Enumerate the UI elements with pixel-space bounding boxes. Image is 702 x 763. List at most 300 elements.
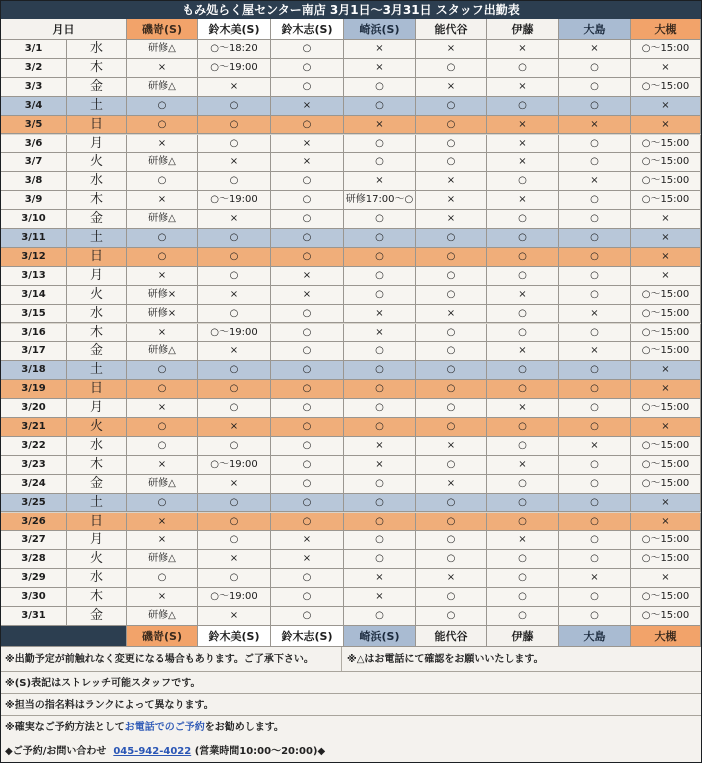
weekday-cell: 日: [67, 380, 127, 399]
shift-cell: ○: [344, 380, 416, 399]
shift-cell: ×: [198, 418, 271, 437]
shift-cell: ×: [416, 40, 487, 59]
table-row: [1, 437, 701, 456]
shift-cell: ○～19:00: [198, 191, 271, 210]
weekday-cell: 木: [67, 324, 127, 343]
note-row-1: [1, 647, 701, 672]
date-cell: 3/25: [1, 494, 67, 513]
shift-cell: ○: [559, 135, 631, 154]
header-staff-name: 大島: [559, 19, 631, 40]
date-cell: 3/12: [1, 248, 67, 267]
weekday-cell: 日: [67, 513, 127, 532]
shift-cell: ×: [416, 78, 487, 97]
shift-cell: ○: [416, 513, 487, 532]
shift-cell: ○: [487, 267, 559, 286]
shift-cell: ○: [559, 248, 631, 267]
shift-cell: ○: [559, 607, 631, 626]
header-staff-name: 崎浜(S): [344, 626, 416, 647]
shift-cell: ×: [487, 342, 559, 361]
shift-cell: ○: [127, 172, 198, 191]
shift-cell: ×: [416, 437, 487, 456]
weekday-cell: 土: [67, 494, 127, 513]
header-staff-name: 能代谷: [416, 19, 487, 40]
shift-cell: ×: [198, 475, 271, 494]
table-row: [1, 475, 701, 494]
shift-cell: ○～15:00: [631, 191, 701, 210]
shift-cell: ×: [271, 97, 344, 116]
weekday-cell: 水: [67, 569, 127, 588]
note-row-3: [1, 693, 701, 716]
header-staff-name: 鈴木美(S): [198, 19, 271, 40]
weekday-cell: 金: [67, 475, 127, 494]
shift-cell: ○: [487, 97, 559, 116]
shift-cell: ○: [344, 607, 416, 626]
shift-cell: ○: [487, 248, 559, 267]
date-cell: 3/7: [1, 153, 67, 172]
table-row: [1, 229, 701, 248]
table-row: [1, 569, 701, 588]
shift-cell: ×: [559, 172, 631, 191]
shift-cell: ×: [127, 456, 198, 475]
shift-cell: ×: [416, 191, 487, 210]
shift-cell: ×: [127, 531, 198, 550]
shift-cell: ×: [198, 78, 271, 97]
table-row: [1, 513, 701, 532]
shift-cell: ×: [198, 153, 271, 172]
shift-cell: ○: [271, 588, 344, 607]
shift-cell: ×: [271, 550, 344, 569]
shift-cell: ×: [487, 531, 559, 550]
shift-cell: ○: [344, 418, 416, 437]
table-row: [1, 210, 701, 229]
shift-cell: ○: [416, 97, 487, 116]
shift-cell: ○: [198, 229, 271, 248]
date-cell: 3/2: [1, 59, 67, 78]
shift-cell: ○: [271, 437, 344, 456]
shift-cell: ○: [416, 324, 487, 343]
shift-cell: ×: [631, 248, 701, 267]
shift-cell: ×: [487, 286, 559, 305]
weekday-cell: 火: [67, 153, 127, 172]
shift-cell: ○: [127, 569, 198, 588]
shift-cell: ○: [416, 361, 487, 380]
shift-cell: 研修△: [127, 342, 198, 361]
shift-cell: ○: [198, 380, 271, 399]
shift-cell: ○: [198, 531, 271, 550]
shift-cell: ×: [198, 550, 271, 569]
shift-cell: ○: [127, 116, 198, 135]
table-row: [1, 380, 701, 399]
shift-cell: ○～15:00: [631, 324, 701, 343]
shift-cell: ×: [127, 135, 198, 154]
table-row: [1, 399, 701, 418]
date-cell: 3/21: [1, 418, 67, 437]
shift-cell: ○～15:00: [631, 342, 701, 361]
shift-cell: ○: [416, 380, 487, 399]
shift-cell: ○: [271, 399, 344, 418]
header-staff-name: 崎浜(S): [344, 19, 416, 40]
shift-cell: ○: [198, 494, 271, 513]
shift-cell: ○～15:00: [631, 475, 701, 494]
shift-cell: ×: [127, 267, 198, 286]
shift-cell: ×: [631, 418, 701, 437]
weekday-cell: 土: [67, 361, 127, 380]
weekday-cell: 月: [67, 399, 127, 418]
shift-cell: ×: [127, 324, 198, 343]
shift-cell: ○: [416, 418, 487, 437]
shift-cell: ×: [271, 135, 344, 154]
shift-cell: 研修△: [127, 210, 198, 229]
shift-cell: ○: [271, 418, 344, 437]
shift-cell: ○: [344, 513, 416, 532]
shift-cell: ○: [559, 380, 631, 399]
header-month-day: [1, 626, 127, 647]
shift-cell: ×: [487, 135, 559, 154]
date-cell: 3/23: [1, 456, 67, 475]
shift-cell: ○: [271, 191, 344, 210]
shift-cell: ○～15:00: [631, 437, 701, 456]
table-row: [1, 456, 701, 475]
shift-cell: ○～15:00: [631, 607, 701, 626]
shift-cell: ○: [344, 267, 416, 286]
shift-cell: ○～19:00: [198, 59, 271, 78]
table-row: [1, 550, 701, 569]
shift-cell: ○～15:00: [631, 78, 701, 97]
date-cell: 3/9: [1, 191, 67, 210]
header-staff-name: 磯嵜(S): [127, 19, 198, 40]
shift-cell: ○: [487, 418, 559, 437]
shift-cell: ×: [559, 342, 631, 361]
shift-cell: ○: [559, 456, 631, 475]
shift-cell: ×: [127, 191, 198, 210]
table-row: [1, 342, 701, 361]
date-cell: 3/3: [1, 78, 67, 97]
shift-cell: ○: [416, 494, 487, 513]
shift-cell: ○～15:00: [631, 135, 701, 154]
date-cell: 3/18: [1, 361, 67, 380]
shift-cell: ○: [127, 229, 198, 248]
header-staff-name: 能代谷: [416, 626, 487, 647]
weekday-cell: 木: [67, 456, 127, 475]
shift-cell: ×: [487, 116, 559, 135]
shift-cell: ○: [271, 361, 344, 380]
shift-cell: ○: [127, 494, 198, 513]
shift-cell: ○: [127, 248, 198, 267]
shift-cell: ○: [344, 342, 416, 361]
shift-cell: ○: [416, 248, 487, 267]
date-cell: 3/29: [1, 569, 67, 588]
table-header-row: [1, 19, 701, 40]
weekday-cell: 金: [67, 210, 127, 229]
header-staff-name: 鈴木美(S): [198, 626, 271, 647]
shift-cell: ○: [416, 229, 487, 248]
shift-cell: ×: [271, 267, 344, 286]
shift-cell: ×: [344, 116, 416, 135]
shift-cell: ×: [631, 59, 701, 78]
note-stretch-staff: ※(S)表記はストレッチ可能スタッフです。: [5, 678, 201, 689]
shift-cell: ×: [416, 172, 487, 191]
date-cell: 3/11: [1, 229, 67, 248]
shift-cell: ○: [344, 135, 416, 154]
shift-cell: ×: [198, 286, 271, 305]
shift-cell: ○: [487, 361, 559, 380]
shift-cell: ×: [198, 342, 271, 361]
shift-cell: ○: [127, 437, 198, 456]
weekday-cell: 水: [67, 40, 127, 59]
shift-cell: ×: [344, 569, 416, 588]
note-nomination-fee: ※担当の指名料はランクによって異なります。: [5, 700, 214, 711]
shift-cell: ×: [631, 210, 701, 229]
shift-cell: ○: [271, 456, 344, 475]
shift-cell: ○: [487, 550, 559, 569]
shift-cell: ×: [198, 210, 271, 229]
shift-cell: ×: [416, 210, 487, 229]
shift-cell: ○: [271, 569, 344, 588]
shift-cell: ×: [198, 607, 271, 626]
weekday-cell: 月: [67, 135, 127, 154]
shift-cell: ○: [344, 248, 416, 267]
shift-cell: ○: [127, 361, 198, 380]
table-row: [1, 135, 701, 154]
shift-cell: ○: [487, 172, 559, 191]
shift-cell: ×: [127, 59, 198, 78]
shift-cell: ○: [271, 305, 344, 324]
shift-cell: ○: [271, 475, 344, 494]
shift-cell: ○: [198, 248, 271, 267]
shift-cell: ○: [416, 286, 487, 305]
shift-cell: ○: [344, 153, 416, 172]
table-row: [1, 361, 701, 380]
weekday-cell: 金: [67, 78, 127, 97]
shift-cell: ○: [344, 494, 416, 513]
shift-cell: ○: [127, 380, 198, 399]
shift-cell: ○: [198, 513, 271, 532]
note-row-contact: [1, 737, 701, 762]
weekday-cell: 火: [67, 418, 127, 437]
date-cell: 3/20: [1, 399, 67, 418]
shift-cell: ○: [271, 494, 344, 513]
shift-cell: 研修△: [127, 475, 198, 494]
shift-cell: ○: [487, 210, 559, 229]
shift-cell: ×: [271, 153, 344, 172]
shift-cell: 研修×: [127, 305, 198, 324]
shift-cell: ○: [559, 153, 631, 172]
shift-cell: ○: [271, 607, 344, 626]
booking-prefix: ※確実なご予約方法として: [5, 722, 125, 733]
shift-cell: ○～15:00: [631, 305, 701, 324]
table-row: [1, 267, 701, 286]
weekday-cell: 木: [67, 588, 127, 607]
date-cell: 3/10: [1, 210, 67, 229]
shift-cell: ○～15:00: [631, 399, 701, 418]
shift-cell: ○: [416, 116, 487, 135]
shift-cell: ○: [271, 380, 344, 399]
shift-cell: ○: [487, 569, 559, 588]
shift-cell: ×: [344, 324, 416, 343]
table-row: [1, 78, 701, 97]
contact-phone-link[interactable]: 045-942-4022: [113, 746, 192, 757]
shift-cell: 研修△: [127, 550, 198, 569]
shift-cell: ○: [198, 97, 271, 116]
note-row-4: [1, 715, 701, 738]
shift-cell: ×: [487, 191, 559, 210]
weekday-cell: 月: [67, 531, 127, 550]
note-booking-recommend: [5, 718, 284, 733]
shift-cell: ○～15:00: [631, 531, 701, 550]
date-cell: 3/17: [1, 342, 67, 361]
shift-cell: ○: [198, 172, 271, 191]
shift-cell: ×: [344, 40, 416, 59]
shift-cell: 研修△: [127, 607, 198, 626]
shift-cell: ×: [344, 437, 416, 456]
weekday-cell: 火: [67, 286, 127, 305]
shift-cell: ○: [416, 607, 487, 626]
date-cell: 3/5: [1, 116, 67, 135]
header-staff-name: 磯嵜(S): [127, 626, 198, 647]
shift-cell: ×: [631, 361, 701, 380]
shift-cell: ○: [344, 399, 416, 418]
table-row: [1, 191, 701, 210]
header-staff-name: 伊藤: [487, 626, 559, 647]
table-row: [1, 116, 701, 135]
shift-cell: ○: [559, 210, 631, 229]
shift-cell: ×: [559, 305, 631, 324]
date-cell: 3/15: [1, 305, 67, 324]
table-row: [1, 172, 701, 191]
header-staff-name: 大槻: [631, 19, 701, 40]
shift-cell: ○: [416, 399, 487, 418]
shift-cell: ○: [559, 494, 631, 513]
shift-cell: ○～15:00: [631, 40, 701, 59]
shift-cell: ×: [127, 588, 198, 607]
shift-cell: ○～18:20: [198, 40, 271, 59]
shift-cell: ×: [631, 513, 701, 532]
table-row: [1, 494, 701, 513]
shift-cell: ○: [487, 324, 559, 343]
shift-cell: ○: [271, 324, 344, 343]
shift-cell: ○: [559, 418, 631, 437]
weekday-cell: 木: [67, 59, 127, 78]
shift-cell: ○: [344, 78, 416, 97]
shift-cell: ×: [416, 569, 487, 588]
date-cell: 3/1: [1, 40, 67, 59]
shift-cell: ○: [198, 361, 271, 380]
shift-cell: ×: [344, 588, 416, 607]
shift-cell: ○: [559, 229, 631, 248]
shift-cell: ○: [559, 78, 631, 97]
shift-cell: 研修△: [127, 78, 198, 97]
weekday-cell: 月: [67, 267, 127, 286]
table-row: [1, 59, 701, 78]
date-cell: 3/4: [1, 97, 67, 116]
shift-cell: ○: [271, 210, 344, 229]
booking-suffix: をお勧めします。: [204, 722, 284, 733]
shift-cell: ○: [271, 116, 344, 135]
header-staff-name: 鈴木志(S): [271, 19, 344, 40]
shift-cell: ○: [198, 116, 271, 135]
note-triangle-confirm: ※△はお電話にて確認をお願いいたします。: [347, 654, 544, 665]
shift-cell: ×: [416, 475, 487, 494]
header-staff-name: 鈴木志(S): [271, 626, 344, 647]
table-row: [1, 97, 701, 116]
shift-cell: ○: [271, 59, 344, 78]
shift-cell: ○～15:00: [631, 153, 701, 172]
weekday-cell: 日: [67, 248, 127, 267]
shift-cell: ○: [344, 286, 416, 305]
booking-phone-emphasis: お電話でのご予約: [124, 722, 205, 733]
table-footer-header-row: [1, 626, 701, 647]
shift-cell: ○: [559, 361, 631, 380]
table-row: [1, 153, 701, 172]
shift-cell: ○～19:00: [198, 324, 271, 343]
note-schedule-change: ※出勤予定が前触れなく変更になる場合もあります。ご了承下さい。: [5, 654, 314, 665]
shift-cell: ○～15:00: [631, 550, 701, 569]
weekday-cell: 日: [67, 116, 127, 135]
table-row: [1, 588, 701, 607]
shift-cell: ○: [198, 569, 271, 588]
shift-cell: ○: [416, 588, 487, 607]
shift-cell: ×: [487, 153, 559, 172]
shift-cell: ○: [487, 588, 559, 607]
shift-cell: ○: [416, 456, 487, 475]
table-row: [1, 40, 701, 59]
shift-cell: ○: [198, 399, 271, 418]
shift-cell: ○～15:00: [631, 456, 701, 475]
shift-cell: ○: [559, 59, 631, 78]
shift-cell: ×: [631, 494, 701, 513]
date-cell: 3/24: [1, 475, 67, 494]
shift-cell: ○: [344, 210, 416, 229]
shift-cell: ○: [559, 267, 631, 286]
shift-cell: ×: [344, 59, 416, 78]
date-cell: 3/6: [1, 135, 67, 154]
shift-cell: ○: [344, 550, 416, 569]
weekday-cell: 金: [67, 342, 127, 361]
shift-cell: ×: [631, 380, 701, 399]
table-row: [1, 324, 701, 343]
shift-cell: ○: [416, 59, 487, 78]
header-staff-name: 大島: [559, 626, 631, 647]
shift-cell: ○: [271, 342, 344, 361]
date-cell: 3/14: [1, 286, 67, 305]
shift-cell: ○: [271, 78, 344, 97]
shift-cell: ○: [127, 418, 198, 437]
weekday-cell: 水: [67, 305, 127, 324]
shift-cell: ×: [559, 40, 631, 59]
shift-cell: ○～15:00: [631, 286, 701, 305]
shift-cell: 研修17:00～○: [344, 191, 416, 210]
shift-cell: ×: [127, 513, 198, 532]
shift-cell: 研修×: [127, 286, 198, 305]
shift-cell: ○: [487, 305, 559, 324]
shift-cell: ○: [416, 550, 487, 569]
schedule-title: もみ処らく屋センター南店 3月1日～3月31日 スタッフ出勤表: [1, 1, 701, 19]
table-row: [1, 531, 701, 550]
shift-cell: ○: [559, 399, 631, 418]
shift-cell: ○: [344, 97, 416, 116]
weekday-cell: 水: [67, 437, 127, 456]
shift-cell: ○: [198, 437, 271, 456]
shift-cell: ○: [487, 513, 559, 532]
table-row: [1, 286, 701, 305]
shift-cell: ○～15:00: [631, 588, 701, 607]
table-row: [1, 418, 701, 437]
shift-cell: ○: [559, 97, 631, 116]
shift-cell: ○: [271, 229, 344, 248]
shift-cell: ○: [487, 59, 559, 78]
shift-cell: ○: [487, 229, 559, 248]
date-cell: 3/19: [1, 380, 67, 399]
